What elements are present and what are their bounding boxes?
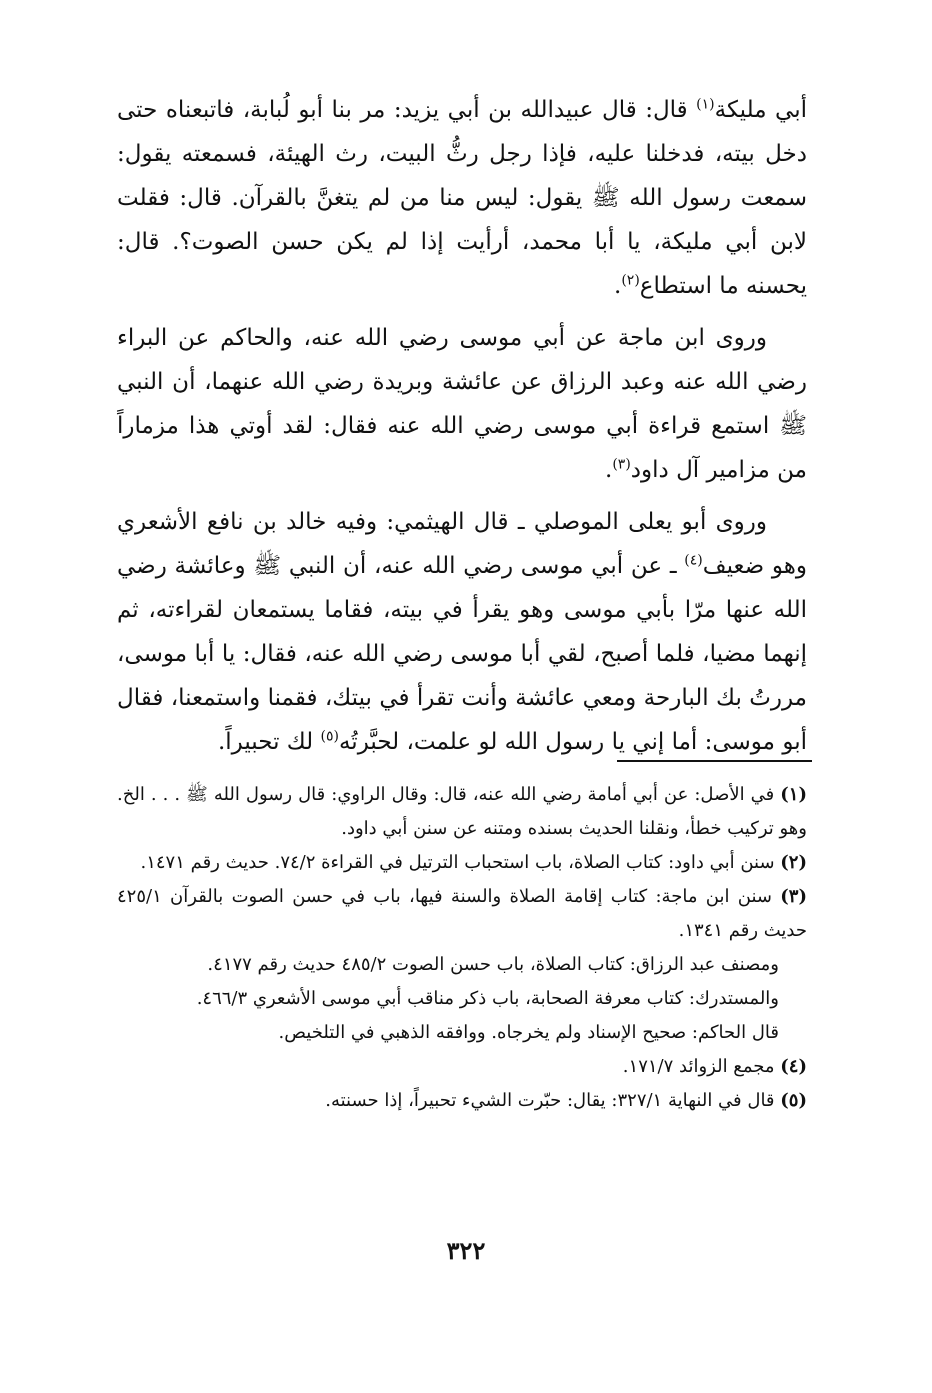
paragraph-1 (117, 88, 807, 308)
footnote-text: سنن ابن ماجة: كتاب إقامة الصلاة والسنة فيها، باب في حسن الصوت بالقرآن ٤٢٥/١ حديث رقم ١٣٤١. (117, 886, 807, 941)
footnote-text: ومصنف عبد الرزاق: كتاب الصلاة، باب حسن الصوت ٤٨٥/٢ حديث رقم ٤١٧٧. (207, 954, 779, 975)
footnote-ref-1: (١) (696, 96, 715, 113)
page-number: ٣٢٢ (446, 1236, 486, 1265)
paragraph-2 (117, 316, 807, 492)
footnote-2 (117, 846, 807, 880)
footnote-3-continuation (117, 982, 807, 1016)
footnote-text: والمستدرك: كتاب معرفة الصحابة، باب ذكر مناقب أبي موسى الأشعري ٤٦٦/٣. (196, 988, 779, 1009)
text-segment: أبي مليكة (714, 97, 807, 123)
paragraph-3 (117, 500, 807, 764)
footnote-ref-2: (٢) (621, 272, 640, 289)
footnote-number: (٥) (780, 1090, 807, 1111)
footnote-3 (117, 880, 807, 948)
text-segment: لك تحبيراً. (217, 729, 321, 755)
footnote-ref-5: (٥) (320, 728, 339, 745)
footnote-ref-3: (٣) (612, 456, 631, 473)
text-segment: . (614, 273, 622, 299)
footnote-1 (117, 778, 807, 846)
footnote-text: قال في النهاية ٣٢٧/١: يقال: حبّرت الشيء تحبيراً، إذا حسنته. (325, 1090, 781, 1111)
footnote-text: مجمع الزوائد ١٧١/٧. (622, 1056, 781, 1077)
footnote-text: قال الحاكم: صحيح الإسناد ولم يخرجاه. ووافقه الذهبي في التلخيص. (278, 1022, 779, 1043)
footnote-ref-4: (٤) (684, 552, 703, 569)
footnote-text: سنن أبي داود: كتاب الصلاة، باب استحباب الترتيل في القراءة ٧٤/٢. حديث رقم ١٤٧١. (140, 852, 781, 873)
text-segment: ـ عن أبي موسى رضي الله عنه، أن النبي ﷺ وعائشة رضي الله عنها مرّا بأبي موسى وهو يقرأ في بيته، فقاما يستمعان لقراءته، ثم إنهما مضيا، فلما أصبح، لقي أبا موسى رضي الله عنه، فقال: يا أبا موسى، مررتُ بك البارحة ومعي عائشة وأنت تقرأ في بيتك، فقمنا واستمعنا، فقال أبو موسى: أما إني يا رسول الله لو علمت، لحبَّرتُه (117, 553, 807, 755)
footnote-3-continuation (117, 1016, 807, 1050)
main-text (117, 88, 807, 772)
footnote-4 (117, 1050, 807, 1084)
footnote-5 (117, 1084, 807, 1118)
footnote-number: (٣) (780, 886, 807, 907)
footnote-text: في الأصل: عن أبي أمامة رضي الله عنه، قال: وقال الراوي: قال رسول الله ﷺ . . . الخ. وهو تركيب خطأ، ونقلنا الحديث بسنده ومتنه عن سنن أبي داود. (117, 784, 807, 839)
footnote-number: (٤) (780, 1056, 807, 1077)
text-segment: وروى أبو يعلى الموصلي ـ قال الهيثمي: وفيه خالد بن نافع الأشعري وهو ضعيف (117, 509, 807, 579)
text-segment: . (605, 457, 613, 483)
footnote-number: (١) (780, 784, 807, 805)
footnotes (117, 778, 807, 1118)
footnote-separator (617, 760, 812, 762)
footnote-number: (٢) (780, 852, 807, 873)
text-segment: وروى ابن ماجة عن أبي موسى رضي الله عنه، والحاكم عن البراء رضي الله عنه وعبد الرزاق عن عائشة وبريدة رضي الله عنهما، أن النبي ﷺ استمع قراءة أبي موسى رضي الله عنه فقال: لقد أوتي هذا مزماراً من مزامير آل داود (117, 325, 807, 483)
text-segment: قال: قال عبيدالله بن أبي يزيد: مر بنا أبو لُبابة، فاتبعناه حتى دخل بيته، فدخلنا عليه، فإذا رجل رثُّ البيت، رث الهيئة، فسمعته يقول: سمعت رسول الله ﷺ يقول: ليس منا من لم يتغنَّ بالقرآن. قال: فقلت لابن أبي مليكة، يا أبا محمد، أرأيت إذا لم يكن حسن الصوت؟. قال: يحسنه ما استطاع (117, 97, 807, 299)
footnote-3-continuation (117, 948, 807, 982)
